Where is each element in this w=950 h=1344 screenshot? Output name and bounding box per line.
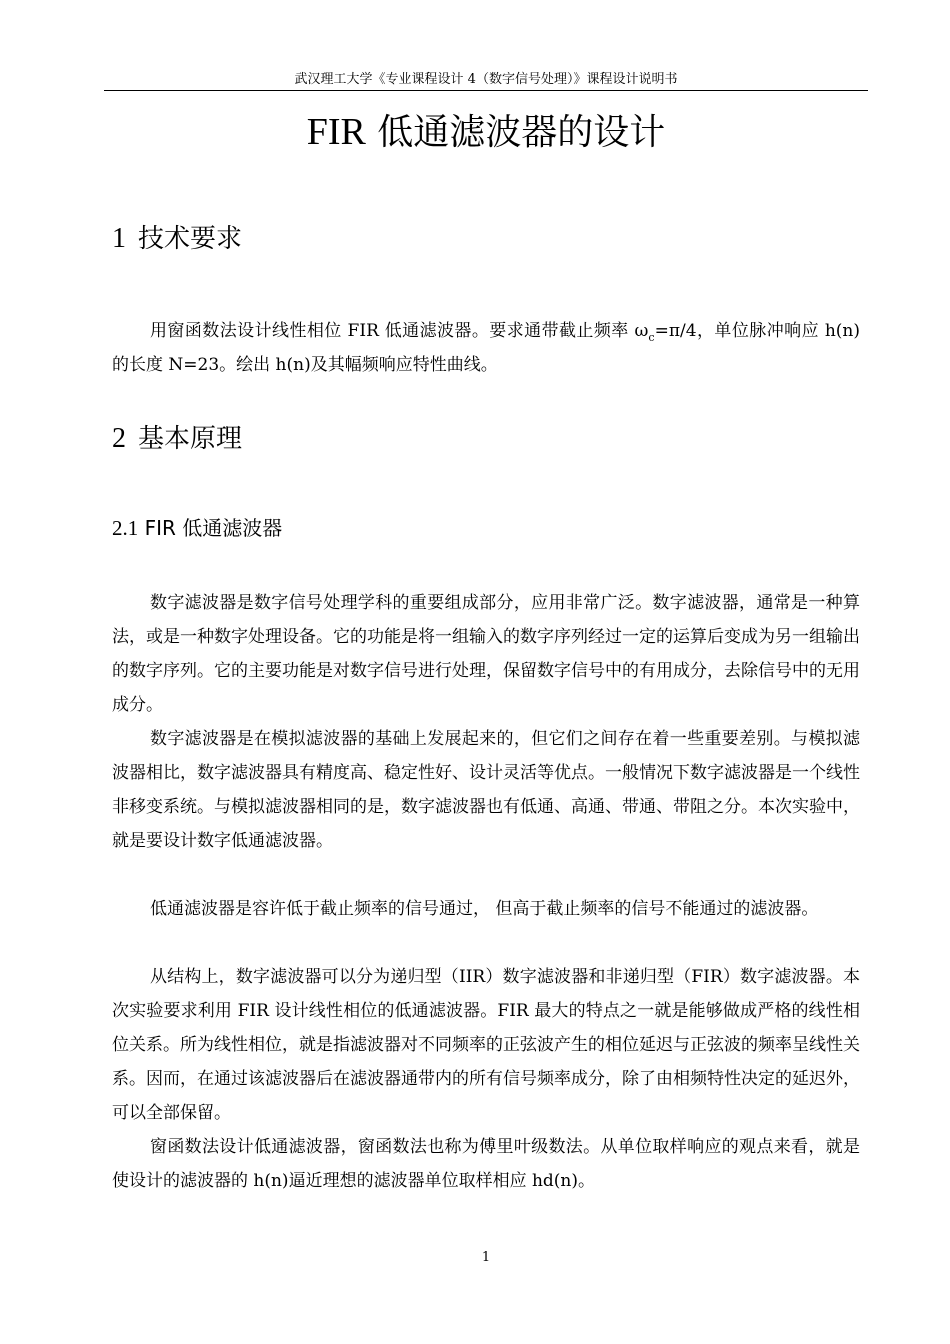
section-2-title: 基本原理	[138, 424, 243, 454]
section-2-heading	[112, 422, 242, 456]
section-2-number: 2	[112, 423, 126, 454]
body-paragraph: 从结构上，数字滤波器可以分为递归型（IIR）数字滤波器和非递归型（FIR）数字滤波器。本次实验要求利用 FIR 设计线性相位的低通滤波器。FIR 最大的特点之一就是能够做成严格的线性相位关系。所为线性相位，就是指滤波器对不同频率的正弦波产生的相位延迟与正弦波的频率呈线性关系。因而，在通过该滤波器后在滤波器通带内的所有信号频率成分，除了由相频特性决定的延迟外，可以全部保留。	[112, 967, 860, 1123]
section-2-1-number: 2.1	[112, 516, 139, 540]
title-latin: FIR	[306, 111, 366, 153]
body-paragraph: 窗函数法设计低通滤波器，窗函数法也称为傅里叶级数法。从单位取样响应的观点来看，就是使设计的滤波器的 h(n)逼近理想的滤波器单位取样相应 hd(n)。	[112, 1137, 860, 1191]
section-2-1-heading	[112, 514, 282, 542]
body-paragraph: 数字滤波器是在模拟滤波器的基础上发展起来的，但它们之间存在着一些重要差别。与模拟滤波器相比，数字滤波器具有精度高、稳定性好、设计灵活等优点。一般情况下数字滤波器是一个线性非移变系统。与模拟滤波器相同的是，数字滤波器也有低通、高通、带通、带阻之分。本次实验中，就是要设计数字低通滤波器。	[112, 729, 860, 851]
section-1-heading	[112, 222, 242, 256]
requirements-text-2: =π/4，单位脉冲响应 h(n)的长度 N=23。绘出 h(n)及其幅频响应特性曲线。	[112, 321, 860, 375]
section-2-1-title: FIR 低通滤波器	[138, 516, 283, 540]
omega-subscript: c	[648, 331, 655, 344]
section-1-number: 1	[112, 223, 126, 254]
header-rule	[104, 90, 868, 91]
title-cjk: 低通滤波器的设计	[365, 112, 666, 153]
requirements-paragraph	[112, 314, 860, 382]
body-paragraph: 低通滤波器是容许低于截止频率的信号通过， 但高于截止频率的信号不能通过的滤波器。	[150, 899, 819, 919]
document-title	[104, 108, 868, 157]
requirements-text-1: 用窗函数法设计线性相位 FIR 低通滤波器。要求通带截止频率 ω	[150, 321, 649, 341]
body-paragraph: 数字滤波器是数字信号处理学科的重要组成部分，应用非常广泛。数字滤波器，通常是一种算法，或是一种数字处理设备。它的功能是将一组输入的数字序列经过一定的运算后变成为另一组输出的数字序列。它的主要功能是对数字信号进行处理，保留数字信号中的有用成分，去除信号中的无用成分。	[112, 593, 860, 715]
section-1-title: 技术要求	[138, 224, 243, 254]
running-header: 武汉理工大学《专业课程设计 4（数字信号处理）》课程设计说明书	[294, 72, 678, 87]
page-number: 1	[481, 1250, 491, 1265]
